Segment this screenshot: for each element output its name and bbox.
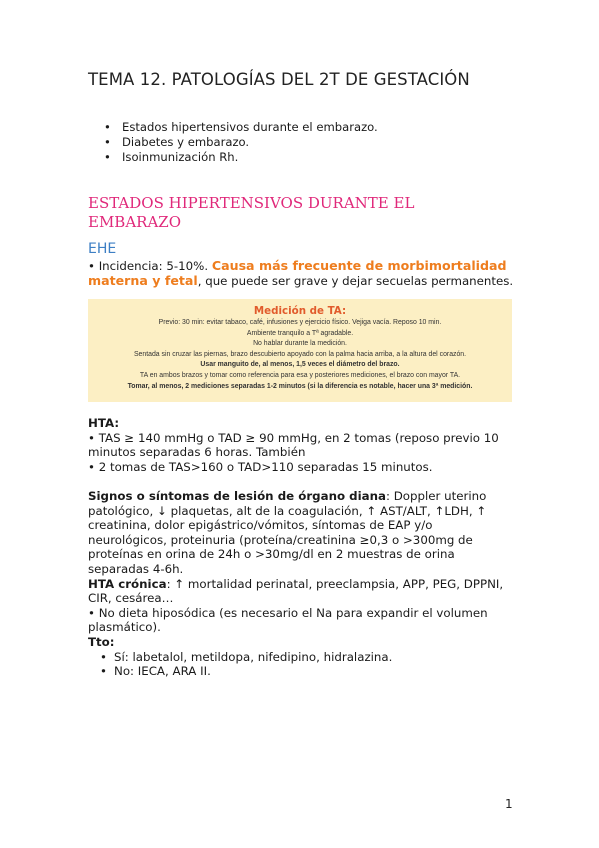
hta-cronica-text: : ↑ mortalidad perinatal, preeclampsia, APP, PEG, DPPNI,: [166, 576, 504, 591]
box-line: Ambiente tranquilo a Tª agradable.: [246, 329, 354, 337]
signos-block: [88, 489, 528, 679]
incidence-suffix: , que puede ser grave y dejar secuelas permanentes.: [197, 273, 514, 288]
section-title: ESTADOS HIPERTENSIVOS DURANTE EL EMBARAZO: [88, 194, 415, 231]
hta-heading: HTA:: [88, 416, 120, 430]
signos-line: neurológicos, proteinuria (proteína/creatinina ≥0,3 o >300mg de: [88, 532, 473, 547]
hta-block: [88, 416, 528, 474]
hta-cronica-line: CIR, cesárea…: [88, 591, 174, 606]
topic-text: Isoinmunización Rh.: [122, 150, 239, 164]
page-number: 1: [505, 797, 513, 811]
tto-heading: Tto:: [88, 634, 115, 649]
bullet: •: [104, 135, 111, 149]
incidence-paragraph: [88, 259, 518, 288]
hta-line: • 2 tomas de TAS>160 o TAD>110 separadas 15 minutos.: [88, 459, 433, 474]
signos-line: separadas 4-6h.: [88, 561, 184, 576]
box-line: Sentada sin cruzar las piernas, brazo descubierto apoyado con la palma hacia arriba, a la altura del corazón.: [133, 350, 467, 358]
bullet: •: [104, 120, 111, 134]
signos-line: patológico, ↓ plaquetas, alt de la coagulación, ↑ AST/ALT, ↑LDH, ↑: [88, 503, 487, 518]
box-title: Medición de TA:: [253, 305, 347, 317]
list-item: [104, 120, 378, 135]
list-item: [104, 135, 378, 150]
incidence-prefix: • Incidencia: 5-10%.: [88, 259, 212, 273]
topic-text: Estados hipertensivos durante el embarazo.: [122, 120, 378, 134]
bullet: •: [104, 150, 111, 164]
hta-cronica-heading: HTA crónica: [88, 576, 167, 591]
hta-line: minutos separadas 6 horas. También: [88, 445, 306, 460]
bullet: •: [100, 664, 107, 679]
box-line: Previo: 30 min: evitar tabaco, café, infusiones y ejercicio físico. Vejiga vacía. Reposo 10 min.: [158, 319, 442, 326]
ta-measurement-box: [88, 299, 512, 402]
hta-line: • TAS ≥ 140 mmHg o TAD ≥ 90 mmHg, en 2 tomas (reposo previo 10: [88, 430, 499, 445]
signos-text: : Doppler uterino: [386, 489, 487, 503]
topic-list: [104, 120, 378, 165]
signos-line: creatinina, dolor epigástrico/vómitos, síntomas de EAP y/o: [88, 518, 433, 533]
box-line: No hablar durante la medición.: [253, 340, 347, 348]
page-title: TEMA 12. PATOLOGÍAS DEL 2T DE GESTACIÓN: [88, 70, 470, 89]
box-line: Tomar, al menos, 2 mediciones separadas 1-2 minutos (si la diferencia es notable, hacer una 3ª medición.: [127, 382, 473, 390]
tto-text: Sí: labetalol, metildopa, nifedipino, hidralazina.: [114, 649, 393, 664]
tto-item: [100, 664, 528, 679]
hta-cronica-line: • No dieta hiposódica (es necesario el Na para expandir el volumen: [88, 605, 488, 620]
topic-text: Diabetes y embarazo.: [122, 135, 250, 149]
hta-cronica-line: plasmático).: [88, 620, 161, 635]
signos-heading: Signos o síntomas de lesión de órgano diana: [88, 489, 386, 503]
bullet: •: [100, 649, 107, 664]
incidence-highlight: Causa más frecuente de morbimortalidad materna y fetal: [88, 258, 507, 288]
box-line: Usar manguito de, al menos, 1,5 veces el diámetro del brazo.: [200, 361, 400, 369]
list-item: [104, 150, 378, 165]
subsection-title: EHE: [88, 241, 117, 257]
signos-line: proteínas en orina de 24h o >30mg/dl en 2 muestras de orina: [88, 547, 455, 562]
tto-text: No: IECA, ARA II.: [114, 664, 211, 679]
tto-item: [100, 650, 528, 665]
box-line: TA en ambos brazos y tomar como referencia para esa y posteriores mediciones, el brazo con mayor TA.: [139, 371, 461, 379]
